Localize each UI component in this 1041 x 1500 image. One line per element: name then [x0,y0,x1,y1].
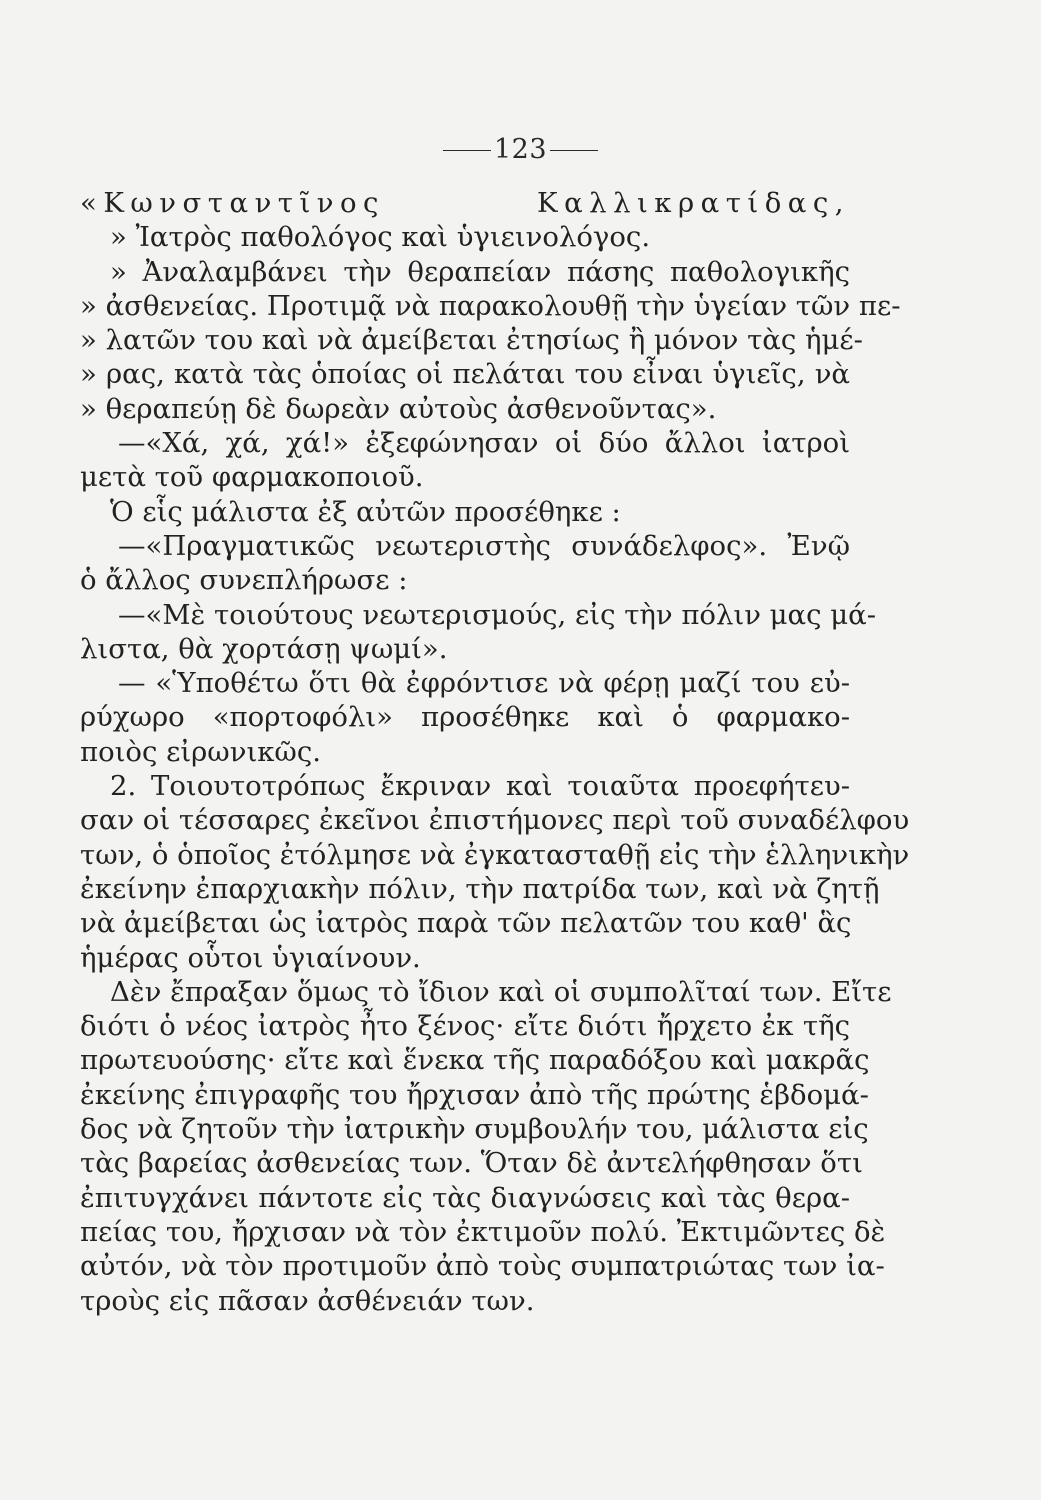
text-line: » ρας, κατὰ τὰς ὁποίας οἱ πελάται του εἶναι ὑγιεῖς, νὰ [80,358,850,391]
body-text [80,186,910,1318]
text-line: πρωτευούσης· εἴτε καὶ ἕνεκα τῆς παραδόξου καὶ μακρᾶς [80,1044,870,1077]
text-line: δος νὰ ζητοῦν τὴν ἰατρικὴν συμβουλήν του, μάλιστα εἰς [80,1113,869,1146]
text-line: » ἀσθενείας. Προτιμᾷ νὰ παρακολουθῇ τὴν ὑγείαν τῶν πε- [80,289,901,322]
text-line: ἡμέρας οὗτοι ὑγιαίνουν. [80,941,421,974]
text-line: ἐκείνην ἐπαρχιακὴν πόλιν, τὴν πατρίδα των, καὶ νὰ ζητῇ [80,872,880,905]
left-dash [443,150,491,151]
text-line: Δὲν ἔπραξαν ὅμως τὸ ἴδιον καὶ οἱ συμπολῖταί των. Εἴτε [110,975,892,1008]
text-line: ποιὸς εἰρωνικῶς. [80,735,321,768]
text-line: ὁ ἄλλος συνεπλήρωσε : [80,564,408,597]
text-line: ἐπιτυγχάνει πάντοτε εἰς τὰς διαγνώσεις καὶ τὰς θερα- [80,1181,850,1214]
text-line: —«Πραγματικῶς νεωτεριστὴς συνάδελφος». Ἐνῷ [118,529,850,562]
text-line: μετὰ τοῦ φαρμακοποιοῦ. [80,461,424,494]
text-line: —«Χά, χά, χά!» ἐξεφώνησαν οἱ δύο ἄλλοι ἰατροὶ [118,427,850,460]
text-line: ἐκείνης ἐπιγραφῆς του ἤρχισαν ἀπὸ τῆς πρώτης ἑβδομά- [80,1078,869,1111]
text-line: — «Ὑποθέτω ὅτι θὰ ἐφρόντισε νὰ φέρῃ μαζί του εὐ- [118,667,850,700]
text-line: λιστα, θὰ χορτάσῃ ψωμί». [80,632,448,665]
text-line: » Ἀναλαμβάνει τὴν θεραπείαν πάσης παθολογικῆς [110,255,850,288]
text-line: των, ὁ ὁποῖος ἐτόλμησε νὰ ἐγκατασταθῇ εἰς τὴν ἑλληνικὴν [80,838,910,871]
text-line: » λατῶν του καὶ νὰ ἀμείβεται ἐτησίως ἢ μόνον τὰς ἡμέ- [80,324,863,357]
text-line: ρύχωρο «πορτοφόλι» προσέθηκε καὶ ὁ φαρμακο- [80,701,850,734]
text-line: νὰ ἀμείβεται ὡς ἰατρὸς παρὰ τῶν πελατῶν του καθ' ἃς [80,907,852,940]
text-line: —«Μὲ τοιούτους νεωτερισμούς, εἰς τὴν πόλιν μας μά- [118,598,876,631]
text-line: Ὁ εἷς μάλιστα ἐξ αὐτῶν προσέθηκε : [110,495,621,528]
text-line: διότι ὁ νέος ἰατρὸς ἦτο ξένος· εἴτε διότι ἤρχετο ἐκ τῆς [80,1010,850,1043]
text-line: «Κωνσταντῖνος Καλλικρατίδας, [80,187,850,219]
text-line: » θεραπεύῃ δὲ δωρεὰν αὐτοὺς ἀσθενοῦντας». [80,392,717,425]
text-line: τὰς βαρείας ἀσθενείας των. Ὅταν δὲ ἀντελήφθησαν ὅτι [80,1147,863,1180]
text-line: τροὺς εἰς πᾶσαν ἀσθένειάν των. [80,1284,535,1317]
text-line: σαν οἱ τέσσαρες ἐκεῖνοι ἐπιστήμονες περὶ τοῦ συναδέλφου [80,804,910,837]
text-line: » Ἰατρὸς παθολόγος καὶ ὑγιεινολόγος. [110,221,651,254]
text-line: 2. Τοιουτοτρόπως ἔκριναν καὶ τοιαῦτα προεφήτευ- [110,770,850,803]
text-line: πείας του, ἤρχισαν νὰ τὸν ἐκτιμοῦν πολύ. Ἐκτιμῶντες δὲ [80,1215,886,1248]
right-dash [550,150,598,151]
page-number [0,134,1041,165]
page-number-text: 123 [493,134,548,165]
text-line: αὐτόν, νὰ τὸν προτιμοῦν ἀπὸ τοὺς συμπατριώτας των ἰα- [80,1250,885,1283]
